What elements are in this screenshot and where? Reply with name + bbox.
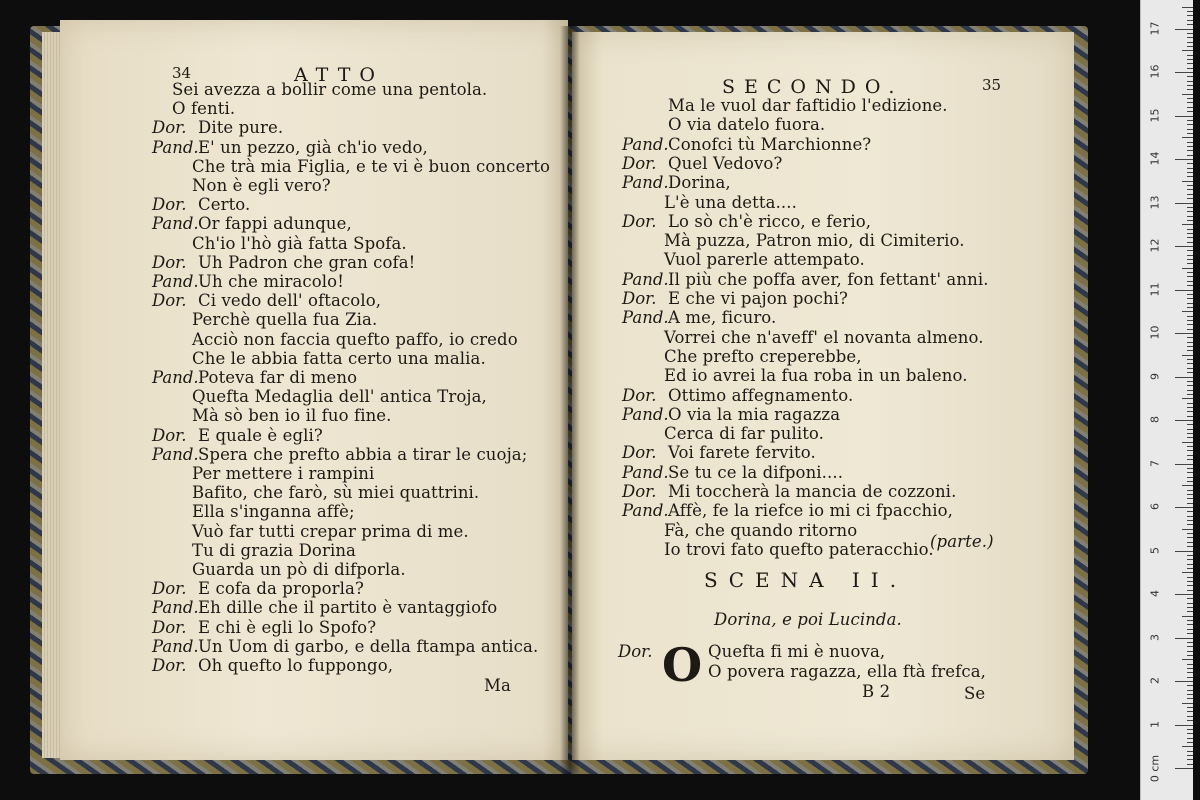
ruler-tick <box>1187 646 1193 647</box>
ruler-tick <box>1187 346 1193 347</box>
ruler-tick <box>1187 394 1193 395</box>
verse-line: Eh dille che il partito è vantaggiofo <box>198 598 498 618</box>
ruler-tick <box>1187 342 1193 343</box>
ruler-tick <box>1182 572 1193 573</box>
ruler-tick <box>1175 246 1193 247</box>
verse-line: Uh che miracolo! <box>198 272 344 291</box>
speaker-label: Pand. <box>622 269 669 289</box>
ruler-tick <box>1182 703 1193 704</box>
verse-line: Acciò non faccia quefto paffo, io credo <box>192 329 518 349</box>
verse-line: Che prefto creperebbe, <box>664 346 862 366</box>
ruler-unit-label: 0 cm <box>1148 754 1162 783</box>
verse-line: Se tu ce la difponi.... <box>668 462 844 482</box>
ruler-tick <box>1187 120 1193 121</box>
speaker-label: Pand. <box>152 272 199 291</box>
ruler-tick <box>1187 511 1193 512</box>
ruler-tick <box>1187 416 1193 417</box>
drop-cap: O <box>662 638 703 692</box>
ruler-tick <box>1187 111 1193 112</box>
speaker-label: Dor. <box>622 443 657 463</box>
ruler-tick <box>1187 751 1193 752</box>
ruler-label: 12 <box>1148 238 1162 253</box>
ruler-tick <box>1187 263 1193 264</box>
ruler-label: 13 <box>1148 195 1162 209</box>
ruler-tick <box>1187 498 1193 499</box>
ruler-tick <box>1187 207 1193 208</box>
ruler-tick <box>1175 420 1193 421</box>
ruler-tick <box>1187 598 1193 599</box>
ruler-tick <box>1187 564 1193 565</box>
ruler-tick <box>1187 664 1193 665</box>
verse-line: Mà puzza, Patron mio, di Cimiterio. <box>664 231 965 251</box>
verse-line: Quefta fi mi è nuova, <box>708 642 886 661</box>
right-running-header: SECONDO. <box>722 76 904 98</box>
verse-line: Lo sò ch'è ricco, e ferio, <box>668 211 872 231</box>
ruler-tick <box>1187 176 1193 177</box>
ruler-tick <box>1187 651 1193 652</box>
ruler-tick <box>1187 76 1193 77</box>
ruler-tick <box>1187 146 1193 147</box>
verse-line: Voi farete fervito. <box>668 443 816 463</box>
speaker-label: Dor. <box>622 482 657 501</box>
ruler-tick <box>1187 124 1193 125</box>
ruler-label: 17 <box>1148 21 1162 35</box>
ruler-tick <box>1187 603 1193 604</box>
verse-line: Che trà mia Figlia, e te vi è buon concerto <box>192 156 551 176</box>
ruler-tick <box>1187 20 1193 21</box>
ruler-tick <box>1187 276 1193 277</box>
verse-line: Perchè quella fua Zia. <box>192 310 378 330</box>
ruler-tick <box>1182 137 1193 138</box>
ruler-label: 16 <box>1148 64 1162 79</box>
verse-line: Quel Vedovo? <box>668 153 783 173</box>
verse-line: Ottimo affegnamento. <box>668 385 854 405</box>
speaker-label: Dor. <box>622 289 657 308</box>
ruler-tick <box>1187 168 1193 169</box>
ruler-tick <box>1175 159 1193 160</box>
speaker-label: Dor. <box>152 195 187 215</box>
ruler-tick <box>1187 385 1193 386</box>
verse-line: Vorrei che n'aveff' el novanta almeno. <box>664 327 984 347</box>
verse-line: E chi è egli lo Spofo? <box>198 617 377 637</box>
ruler-tick <box>1187 690 1193 691</box>
verse-line: Or fappi adunque, <box>198 214 352 234</box>
ruler-label: 9 <box>1148 372 1162 380</box>
scene-title: SCENA II. <box>704 568 908 592</box>
ruler-label: 2 <box>1148 677 1162 684</box>
ruler-tick <box>1187 407 1193 408</box>
ruler-tick <box>1187 11 1193 12</box>
ruler-tick <box>1187 316 1193 317</box>
ruler-tick <box>1175 507 1193 508</box>
ruler-tick <box>1187 568 1193 569</box>
verse-line: Mi toccherà la mancia de cozzoni. <box>668 482 957 501</box>
ruler-tick <box>1187 520 1193 521</box>
speaker-label: Pand. <box>622 173 669 193</box>
ruler-tick <box>1187 494 1193 495</box>
verse-line: Uh Padron che gran cofa! <box>198 252 416 272</box>
ruler-tick <box>1187 711 1193 712</box>
ruler-tick <box>1182 50 1193 51</box>
ruler-tick <box>1187 363 1193 364</box>
ruler-tick <box>1175 29 1193 30</box>
ruler-tick <box>1175 725 1193 726</box>
ruler-label: 8 <box>1148 416 1162 423</box>
ruler-tick <box>1182 224 1193 225</box>
ruler-tick <box>1187 490 1193 491</box>
ruler-tick <box>1175 377 1193 378</box>
verse-line: Guarda un pò di difporla. <box>192 560 406 579</box>
ruler-label: 15 <box>1148 108 1162 122</box>
ruler-label: 10 <box>1148 325 1162 340</box>
ruler-tick <box>1182 181 1193 182</box>
ruler-tick <box>1187 685 1193 686</box>
ruler-tick <box>1187 481 1193 482</box>
ruler-tick <box>1187 581 1193 582</box>
verse-line: Io trovi fato quefto pateracchio. <box>664 539 934 559</box>
ruler-tick <box>1187 303 1193 304</box>
verse-line: Certo. <box>198 195 251 215</box>
ruler-tick <box>1187 237 1193 238</box>
verse-line: O fenti. <box>172 99 236 119</box>
verse-line: Per mettere i rampini <box>192 464 375 483</box>
ruler-tick <box>1187 285 1193 286</box>
ruler-tick <box>1187 503 1193 504</box>
ruler-tick <box>1187 716 1193 717</box>
ruler-tick <box>1187 455 1193 456</box>
ruler-tick <box>1187 98 1193 99</box>
ruler-tick <box>1187 468 1193 469</box>
verse-line: Sei avezza a bollir come una pentola. <box>172 80 488 99</box>
ruler-tick <box>1187 259 1193 260</box>
ruler-tick <box>1187 15 1193 16</box>
speaker-label: Pand. <box>152 214 199 234</box>
verse-line: E quale è egli? <box>198 425 323 445</box>
verse-line: Spera che prefto abbia a tirar le cuoja; <box>198 444 528 464</box>
ruler-tick <box>1187 216 1193 217</box>
verse-line: Mà sò ben io il fuo fine. <box>192 406 392 426</box>
ruler-tick <box>1187 546 1193 547</box>
verse-line: Oh quefto lo fuppongo, <box>198 656 394 675</box>
ruler-tick <box>1182 659 1193 660</box>
verse-line: Vuò far tutti crepar prima di me. <box>192 521 469 541</box>
right-page <box>572 32 1074 760</box>
ruler-tick <box>1187 424 1193 425</box>
ruler-tick <box>1187 542 1193 543</box>
ruler-tick <box>1187 624 1193 625</box>
ruler-tick <box>1187 337 1193 338</box>
verse-line: Ma le vuol dar faftidio l'edizione. <box>668 96 948 115</box>
ruler-tick <box>1187 155 1193 156</box>
speaker-label: Pand. <box>152 368 199 387</box>
ruler-tick <box>1187 633 1193 634</box>
ruler-tick <box>1187 533 1193 534</box>
ruler-tick <box>1187 33 1193 34</box>
ruler-tick <box>1182 398 1193 399</box>
ruler-tick <box>1182 355 1193 356</box>
ruler-tick <box>1187 350 1193 351</box>
verse-line: Bafito, che farò, sù miei quattrini. <box>192 483 480 503</box>
verse-line: Non è egli vero? <box>192 176 331 195</box>
ruler-tick <box>1187 764 1193 765</box>
ruler-tick <box>1187 577 1193 578</box>
ruler-tick <box>1182 485 1193 486</box>
scene-characters: Dorina, e poi Lucinda. <box>714 610 902 629</box>
ruler-tick <box>1182 746 1193 747</box>
verse-line: Cerca di far pulito. <box>664 424 825 444</box>
ruler-tick <box>1182 7 1193 8</box>
ruler-tick <box>1187 390 1193 391</box>
ruler-tick <box>1175 116 1193 117</box>
ruler-tick <box>1182 529 1193 530</box>
ruler-tick <box>1187 220 1193 221</box>
verse-line: Un Uom di garbo, e della ftampa antica. <box>198 636 539 656</box>
verse-line: Dorina, <box>668 173 731 193</box>
ruler-tick <box>1187 42 1193 43</box>
verse-line: L'è una detta.... <box>664 192 797 212</box>
verse-line: E cofa da proporla? <box>198 579 364 599</box>
ruler-tick <box>1187 742 1193 743</box>
ruler-tick <box>1182 94 1193 95</box>
ruler-label: 14 <box>1148 151 1162 166</box>
verse-line: O via datelo fuora. <box>668 115 826 135</box>
verse-line: Tu di grazia Dorina <box>192 540 356 560</box>
ruler-tick <box>1187 403 1193 404</box>
ruler-tick <box>1175 638 1193 639</box>
scene-speaker: Dor. <box>618 642 653 661</box>
ruler-tick <box>1182 311 1193 312</box>
ruler-tick <box>1187 620 1193 621</box>
ruler-tick <box>1187 320 1193 321</box>
ruler-label: 11 <box>1148 282 1162 296</box>
verse-line: Quefta Medaglia dell' antica Troja, <box>192 387 487 407</box>
verse-line: A me, ficuro. <box>668 308 777 328</box>
right-catchword: Se <box>964 684 986 703</box>
ruler-tick <box>1175 333 1193 334</box>
ruler-tick <box>1187 450 1193 451</box>
speaker-label: Pand. <box>152 137 199 157</box>
verse-line: Il più che poffa aver, fon fettant' anni. <box>668 269 989 289</box>
speaker-label: Pand. <box>152 444 199 464</box>
verse-line: Ella s'inganna affè; <box>192 502 355 522</box>
ruler-tick <box>1187 107 1193 108</box>
ruler-tick <box>1187 555 1193 556</box>
ruler-tick <box>1187 755 1193 756</box>
ruler-label: 7 <box>1148 459 1162 467</box>
ruler-tick <box>1187 459 1193 460</box>
ruler-tick <box>1187 359 1193 360</box>
verse-line: Conofci tù Marchionne? <box>668 134 872 154</box>
verse-line: Che le abbia fatta certo una malia. <box>192 348 486 368</box>
ruler-tick <box>1175 551 1193 552</box>
ruler-tick <box>1187 707 1193 708</box>
speaker-label: Dor. <box>152 579 187 599</box>
ruler-tick <box>1187 524 1193 525</box>
ruler-tick <box>1187 694 1193 695</box>
ruler-tick <box>1175 464 1193 465</box>
ruler-tick <box>1175 768 1193 769</box>
ruler-tick <box>1187 590 1193 591</box>
speaker-label: Pand. <box>622 501 669 521</box>
ruler-tick <box>1187 585 1193 586</box>
ruler-tick <box>1175 72 1193 73</box>
ruler-tick <box>1187 250 1193 251</box>
ruler-tick <box>1187 46 1193 47</box>
ruler-tick <box>1187 759 1193 760</box>
ruler-tick <box>1187 294 1193 295</box>
ruler-tick <box>1187 189 1193 190</box>
ruler-tick <box>1175 290 1193 291</box>
left-page <box>60 20 568 760</box>
speaker-label: Dor. <box>152 617 187 637</box>
ruler-label: 3 <box>1148 633 1162 641</box>
verse-line: O povera ragazza, ella ftà frefca, <box>708 662 986 681</box>
ruler-tick <box>1187 381 1193 382</box>
ruler-label: 1 <box>1148 720 1162 728</box>
ruler-tick <box>1187 185 1193 186</box>
measurement-ruler <box>1140 0 1193 800</box>
speaker-label: Pand. <box>152 598 199 618</box>
ruler-tick <box>1187 368 1193 369</box>
speaker-label: Dor. <box>152 291 187 311</box>
signature-mark: B 2 <box>862 682 891 701</box>
verse-line: Poteva far di meno <box>198 368 358 387</box>
ruler-tick <box>1187 272 1193 273</box>
speaker-label: Dor. <box>622 153 657 173</box>
verse-line: Ci vedo dell' oftacolo, <box>198 291 382 311</box>
ruler-tick <box>1187 677 1193 678</box>
verse-line: O via la mia ragazza <box>668 404 841 424</box>
speaker-label: Dor. <box>152 656 187 675</box>
verse-line: Ch'io l'hò già fatta Spofa. <box>192 233 407 253</box>
ruler-label: 4 <box>1148 590 1162 597</box>
ruler-tick <box>1187 698 1193 699</box>
speaker-label: Dor. <box>622 385 657 405</box>
ruler-tick <box>1187 324 1193 325</box>
ruler-tick <box>1175 681 1193 682</box>
speaker-label: Pand. <box>622 308 669 328</box>
ruler-tick <box>1187 194 1193 195</box>
ruler-tick <box>1187 298 1193 299</box>
left-page-number: 34 <box>172 64 192 82</box>
ruler-tick <box>1187 446 1193 447</box>
verse-line: Fà, che quando ritorno <box>664 520 858 540</box>
ruler-tick <box>1187 329 1193 330</box>
ruler-tick <box>1187 729 1193 730</box>
verse-line: E che vi pajon pochi? <box>668 289 848 308</box>
ruler-tick <box>1187 102 1193 103</box>
verse-line: Vuol parerle attempato. <box>664 250 865 270</box>
speaker-label: Dor. <box>152 118 187 138</box>
ruler-tick <box>1187 150 1193 151</box>
ruler-tick <box>1187 24 1193 25</box>
ruler-tick <box>1175 203 1193 204</box>
ruler-tick <box>1187 229 1193 230</box>
ruler-tick <box>1187 607 1193 608</box>
ruler-tick <box>1187 163 1193 164</box>
ruler-tick <box>1187 433 1193 434</box>
ruler-tick <box>1187 437 1193 438</box>
verse-line: Dite pure. <box>198 118 284 138</box>
left-catchword: Ma <box>484 676 511 695</box>
speaker-label: Pand. <box>622 404 669 424</box>
speaker-label: Dor. <box>622 211 657 231</box>
speaker-label: Pand. <box>622 462 669 482</box>
ruler-tick <box>1187 668 1193 669</box>
speaker-label: Pand. <box>152 636 199 656</box>
verse-line: Ed io avrei la fua roba in un baleno. <box>664 366 968 386</box>
ruler-tick <box>1187 720 1193 721</box>
ruler-tick <box>1187 85 1193 86</box>
ruler-tick <box>1187 429 1193 430</box>
ruler-tick <box>1187 63 1193 64</box>
ruler-tick <box>1187 242 1193 243</box>
ruler-tick <box>1187 611 1193 612</box>
ruler-tick <box>1187 307 1193 308</box>
ruler-tick <box>1187 233 1193 234</box>
ruler-tick <box>1187 142 1193 143</box>
ruler-tick <box>1187 129 1193 130</box>
ruler-tick <box>1187 655 1193 656</box>
ruler-tick <box>1187 55 1193 56</box>
right-page-number: 35 <box>982 76 1002 94</box>
ruler-label: 5 <box>1148 546 1162 554</box>
ruler-tick <box>1187 59 1193 60</box>
ruler-tick <box>1187 516 1193 517</box>
ruler-tick <box>1187 172 1193 173</box>
ruler-tick <box>1175 594 1193 595</box>
ruler-tick <box>1187 738 1193 739</box>
ruler-tick <box>1187 537 1193 538</box>
ruler-tick <box>1187 559 1193 560</box>
speaker-label: Dor. <box>152 252 187 272</box>
ruler-tick <box>1187 477 1193 478</box>
ruler-tick <box>1187 133 1193 134</box>
book-gutter <box>560 26 580 774</box>
ruler-tick <box>1182 616 1193 617</box>
ruler-tick <box>1187 472 1193 473</box>
ruler-tick <box>1182 442 1193 443</box>
stage-direction: (parte.) <box>930 532 994 551</box>
ruler-tick <box>1187 642 1193 643</box>
ruler-tick <box>1187 629 1193 630</box>
ruler-tick <box>1187 198 1193 199</box>
ruler-tick <box>1187 411 1193 412</box>
ruler-tick <box>1187 81 1193 82</box>
ruler-tick <box>1187 372 1193 373</box>
left-running-header: ATTO <box>294 64 384 86</box>
verse-line: Affè, fe la riefce io mi ci fpacchio, <box>668 501 954 521</box>
ruler-tick <box>1187 672 1193 673</box>
ruler-tick <box>1187 281 1193 282</box>
ruler-tick <box>1187 255 1193 256</box>
ruler-tick <box>1187 37 1193 38</box>
ruler-tick <box>1187 211 1193 212</box>
ruler-label: 6 <box>1148 503 1162 510</box>
ruler-tick <box>1187 89 1193 90</box>
ruler-tick <box>1187 733 1193 734</box>
verse-line: E' un pezzo, già ch'io vedo, <box>198 137 428 157</box>
ruler-tick <box>1187 68 1193 69</box>
speaker-label: Dor. <box>152 425 187 445</box>
ruler-tick <box>1182 268 1193 269</box>
speaker-label: Pand. <box>622 134 669 154</box>
